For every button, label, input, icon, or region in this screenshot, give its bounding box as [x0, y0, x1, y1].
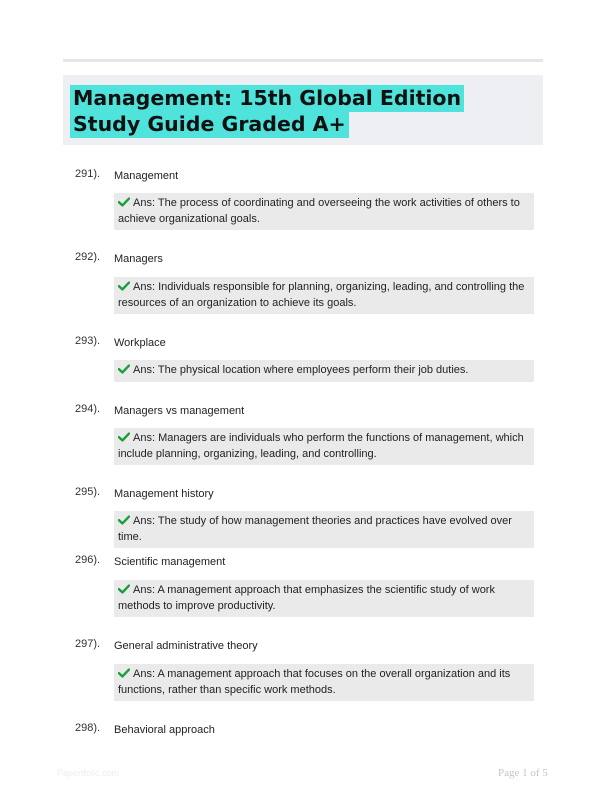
page-number: Page 1 of 5 — [498, 767, 548, 779]
answer-box — [114, 277, 534, 314]
check-icon — [118, 668, 130, 678]
item-number: 293). — [75, 335, 101, 347]
answer-text: Ans: A management approach that emphasizes the scientific study of work methods to improve productivity. — [118, 584, 495, 612]
check-icon — [118, 432, 130, 442]
page-title — [70, 85, 530, 137]
page-title-text: Management: 15th Global Edition Study Guide Graded A+ — [70, 85, 464, 138]
item-number: 294). — [75, 403, 101, 415]
answer-box — [114, 664, 534, 701]
item-number: 298). — [75, 722, 101, 734]
answer-box — [114, 580, 534, 617]
answer-text: Ans: Managers are individuals who perform the functions of management, which include planning, organizing, leading, and controlling. — [118, 432, 524, 460]
item-term: General administrative theory — [114, 640, 258, 652]
check-icon — [118, 364, 130, 374]
answer-box — [114, 360, 534, 382]
check-icon — [118, 197, 130, 207]
item-number: 291). — [75, 168, 101, 180]
item-number: 292). — [75, 251, 101, 263]
item-number: 297). — [75, 638, 101, 650]
check-icon — [118, 584, 130, 594]
item-number: 295). — [75, 486, 101, 498]
item-term: Management — [114, 170, 179, 182]
check-icon — [118, 515, 130, 525]
answer-text: Ans: The study of how management theories and practices have evolved over time. — [118, 515, 512, 543]
answer-text: Ans: Individuals responsible for planning, organizing, leading, and controlling the resources of an organization to achieve its goals. — [118, 281, 525, 309]
answer-box — [114, 193, 534, 230]
item-number: 296). — [75, 554, 101, 566]
answer-text: Ans: The physical location where employees perform their job duties. — [133, 364, 469, 376]
item-term: Managers — [114, 253, 163, 265]
item-term: Management history — [114, 488, 214, 500]
check-icon — [118, 281, 130, 291]
answer-text: Ans: A management approach that focuses on the overall organization and its functions, rather than specific work methods. — [118, 668, 511, 696]
answer-box — [114, 511, 534, 548]
item-term: Behavioral approach — [114, 724, 215, 736]
item-term: Scientific management — [114, 556, 226, 568]
item-term: Managers vs management — [114, 405, 245, 417]
top-divider — [63, 59, 543, 62]
item-term: Workplace — [114, 337, 166, 349]
footer-source: Papertfolic.com — [57, 768, 120, 778]
answer-box — [114, 428, 534, 465]
answer-text: Ans: The process of coordinating and overseeing the work activities of others to achieve organizational goals. — [118, 197, 520, 225]
